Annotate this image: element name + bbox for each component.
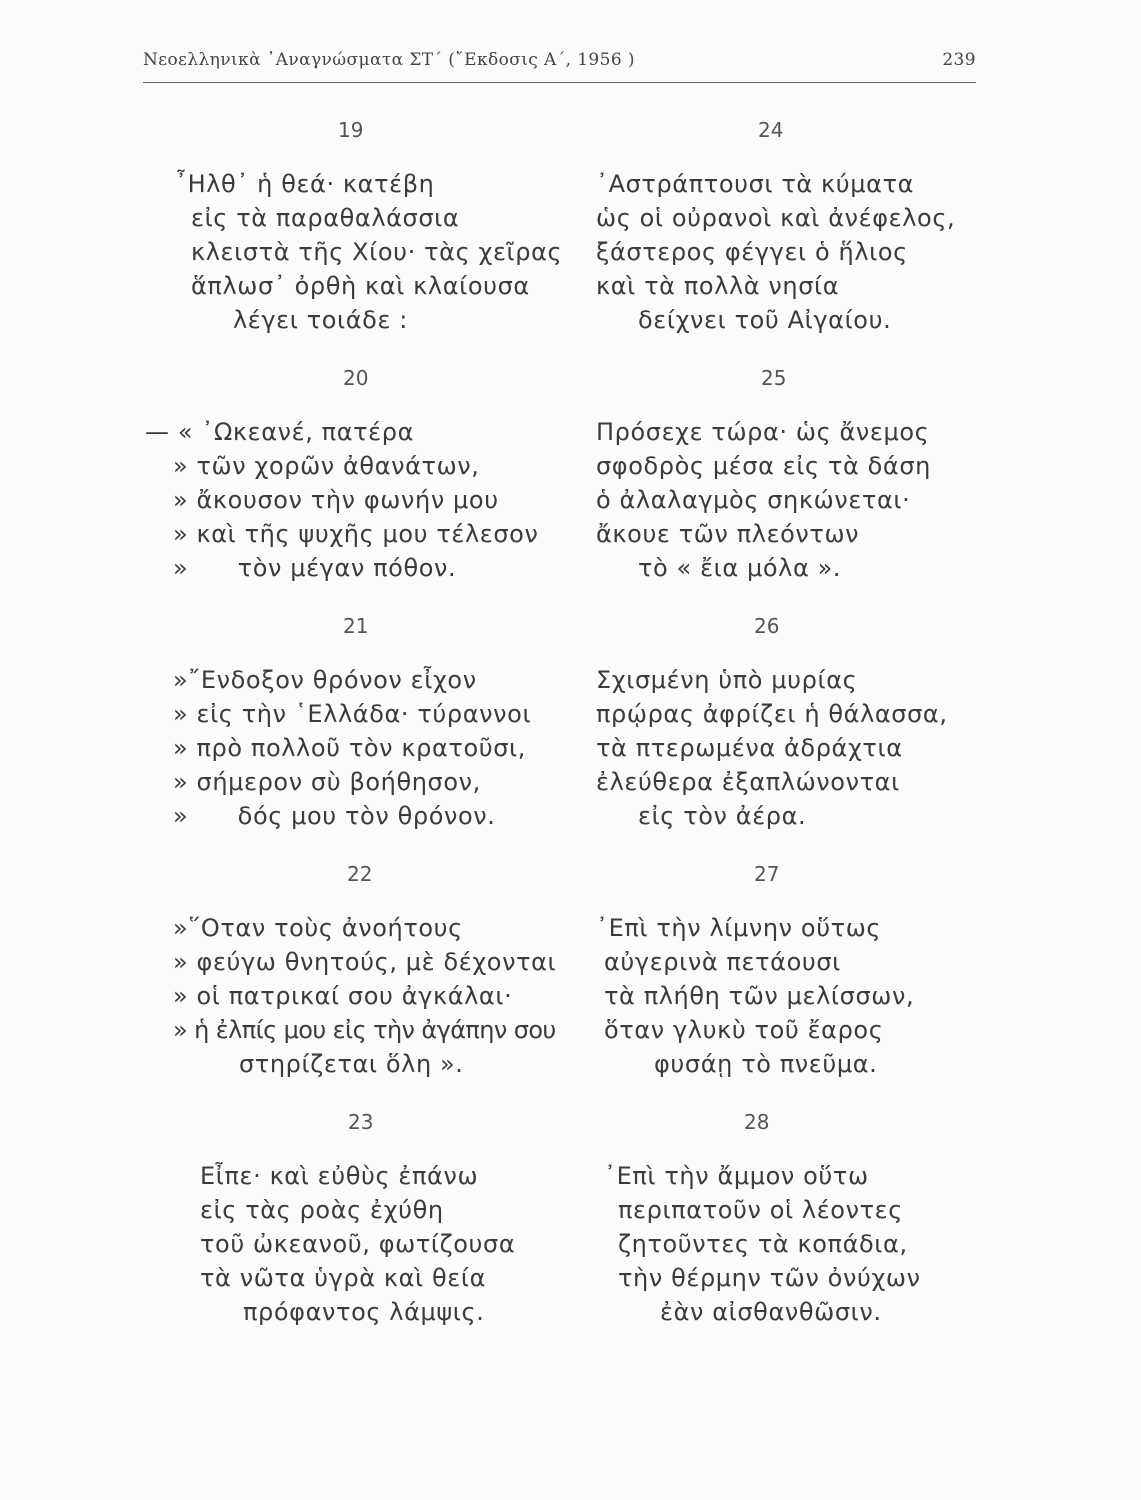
- verse-line: ἄκουε τῶν πλεόντων: [596, 520, 860, 548]
- verse-line: αὐγερινὰ πετάουσι: [604, 948, 841, 976]
- stanza-number: 26: [754, 614, 780, 638]
- verse-line: » δός μου τὸν θρόνον.: [173, 802, 496, 830]
- verse-line: » τὸν μέγαν πόθον.: [173, 554, 457, 582]
- verse-line: σφοδρὸς μέσα εἰς τὰ δάση: [596, 452, 931, 480]
- verse-line: ᾿Επὶ τὴν ἄμμον οὕτω: [604, 1162, 869, 1190]
- verse-line: Πρόσεχε τώρα· ὡς ἄνεμος: [596, 418, 930, 446]
- stanza-number: 22: [347, 862, 373, 886]
- stanza-number: 21: [343, 614, 369, 638]
- verse-line: ῏Ηλθ᾿ ἡ θεά· κατέβη: [175, 170, 435, 198]
- page-number: 239: [942, 50, 976, 70]
- verse-line: — « ᾿Ωκεανέ, πατέρα: [145, 418, 415, 446]
- verse-line: ἅπλωσ᾿ ὀρθὴ καὶ κλαίουσα: [191, 272, 530, 300]
- verse-line: πρῴρας ἀφρίζει ἡ θάλασσα,: [596, 700, 948, 728]
- verse-line: ᾿Αστράπτουσι τὰ κύματα: [596, 170, 915, 198]
- verse-line: δείχνει τοῦ Αἰγαίου.: [638, 306, 892, 334]
- verse-line: καὶ τὰ πολλὰ νησία: [596, 272, 840, 300]
- verse-line: ὅταν γλυκὺ τοῦ ἔαρος: [604, 1016, 884, 1044]
- verse-line: » σήμερον σὺ βοήθησον,: [173, 768, 481, 796]
- verse-line: » τῶν χορῶν ἀθανάτων,: [173, 452, 480, 480]
- running-header: [143, 42, 976, 82]
- verse-line: τὴν θέρμην τῶν ὀνύχων: [618, 1264, 921, 1292]
- verse-line: » ἄκουσον τὴν φωνήν μου: [173, 486, 499, 514]
- verse-line: στηρίζεται ὅλη ».: [239, 1050, 464, 1078]
- verse-line: τὰ νῶτα ὑγρὰ καὶ θεία: [200, 1264, 486, 1292]
- verse-line: ὡς οἱ οὐρανοὶ καὶ ἀνέφελος,: [596, 204, 956, 232]
- verse-line: περιπατοῦν οἱ λέοντες: [618, 1196, 903, 1224]
- stanza-number: 19: [338, 118, 364, 142]
- verse-line: τὰ πτερωμένα ἀδράχτια: [596, 734, 903, 762]
- verse-line: εἰς τὰς ροὰς ἐχύθη: [200, 1196, 444, 1224]
- verse-line: ὁ ἀλαλαγμὸς σηκώνεται·: [596, 486, 911, 514]
- verse-line: κλειστὰ τῆς Χίου· τὰς χεῖρας: [191, 238, 563, 266]
- verse-line: τοῦ ὠκεανοῦ, φωτίζουσα: [200, 1230, 516, 1258]
- verse-line: Σχισμένη ὑπὸ μυρίας: [596, 666, 858, 694]
- verse-line: ᾿Επὶ τὴν λίμνην οὕτως: [596, 914, 882, 942]
- verse-line: »῎Ενδοξον θρόνον εἶχον: [173, 666, 477, 694]
- verse-line: τὸ « ἔια μόλα ».: [638, 554, 842, 582]
- verse-line: » φεύγω θνητούς, μὲ δέχονται: [173, 948, 557, 976]
- header-rule: [143, 82, 976, 83]
- stanza-number: 27: [754, 862, 780, 886]
- stanza-number: 23: [348, 1110, 374, 1134]
- stanza-number: 28: [744, 1110, 770, 1134]
- verse-line: » ἡ ἐλπίς μου εἰς τὴν ἀγάπην σου: [173, 1016, 556, 1044]
- running-title: Νεοελληνικὰ ᾿Αναγνώσματα ΣΤ΄ (῎Εκδοσις Α΄, 1956 ): [143, 50, 635, 70]
- verse-line: λέγει τοιάδε :: [233, 306, 408, 334]
- stanza-number: 25: [761, 366, 787, 390]
- stanza-number: 24: [758, 118, 784, 142]
- verse-line: ἐλεύθερα ἐξαπλώνονται: [596, 768, 900, 796]
- verse-line: »῞Οταν τοὺς ἀνοήτους: [173, 914, 463, 942]
- verse-line: » εἰς τὴν ῾Ελλάδα· τύραννοι: [173, 700, 532, 728]
- verse-line: φυσάῃ τὸ πνεῦμα.: [654, 1050, 878, 1078]
- verse-line: πρόφαντος λάμψις.: [243, 1298, 485, 1326]
- verse-line: εἰς τὸν ἀέρα.: [638, 802, 807, 830]
- stanza-number: 20: [343, 366, 369, 390]
- verse-line: ἐὰν αἰσθανθῶσιν.: [660, 1298, 882, 1326]
- verse-line: Εἶπε· καὶ εὐθὺς ἐπάνω: [200, 1162, 479, 1190]
- verse-line: » οἱ πατρικαί σου ἀγκάλαι·: [173, 982, 513, 1010]
- verse-line: » καὶ τῆς ψυχῆς μου τέλεσον: [173, 520, 539, 548]
- verse-line: ξάστερος φέγγει ὁ ἥλιος: [596, 238, 908, 266]
- verse-line: εἰς τὰ παραθαλάσσια: [191, 204, 460, 232]
- verse-line: τὰ πλήθη τῶν μελίσσων,: [604, 982, 915, 1010]
- verse-line: » πρὸ πολλοῦ τὸν κρατοῦσι,: [173, 734, 526, 762]
- verse-line: ζητοῦντες τὰ κοπάδια,: [618, 1230, 908, 1258]
